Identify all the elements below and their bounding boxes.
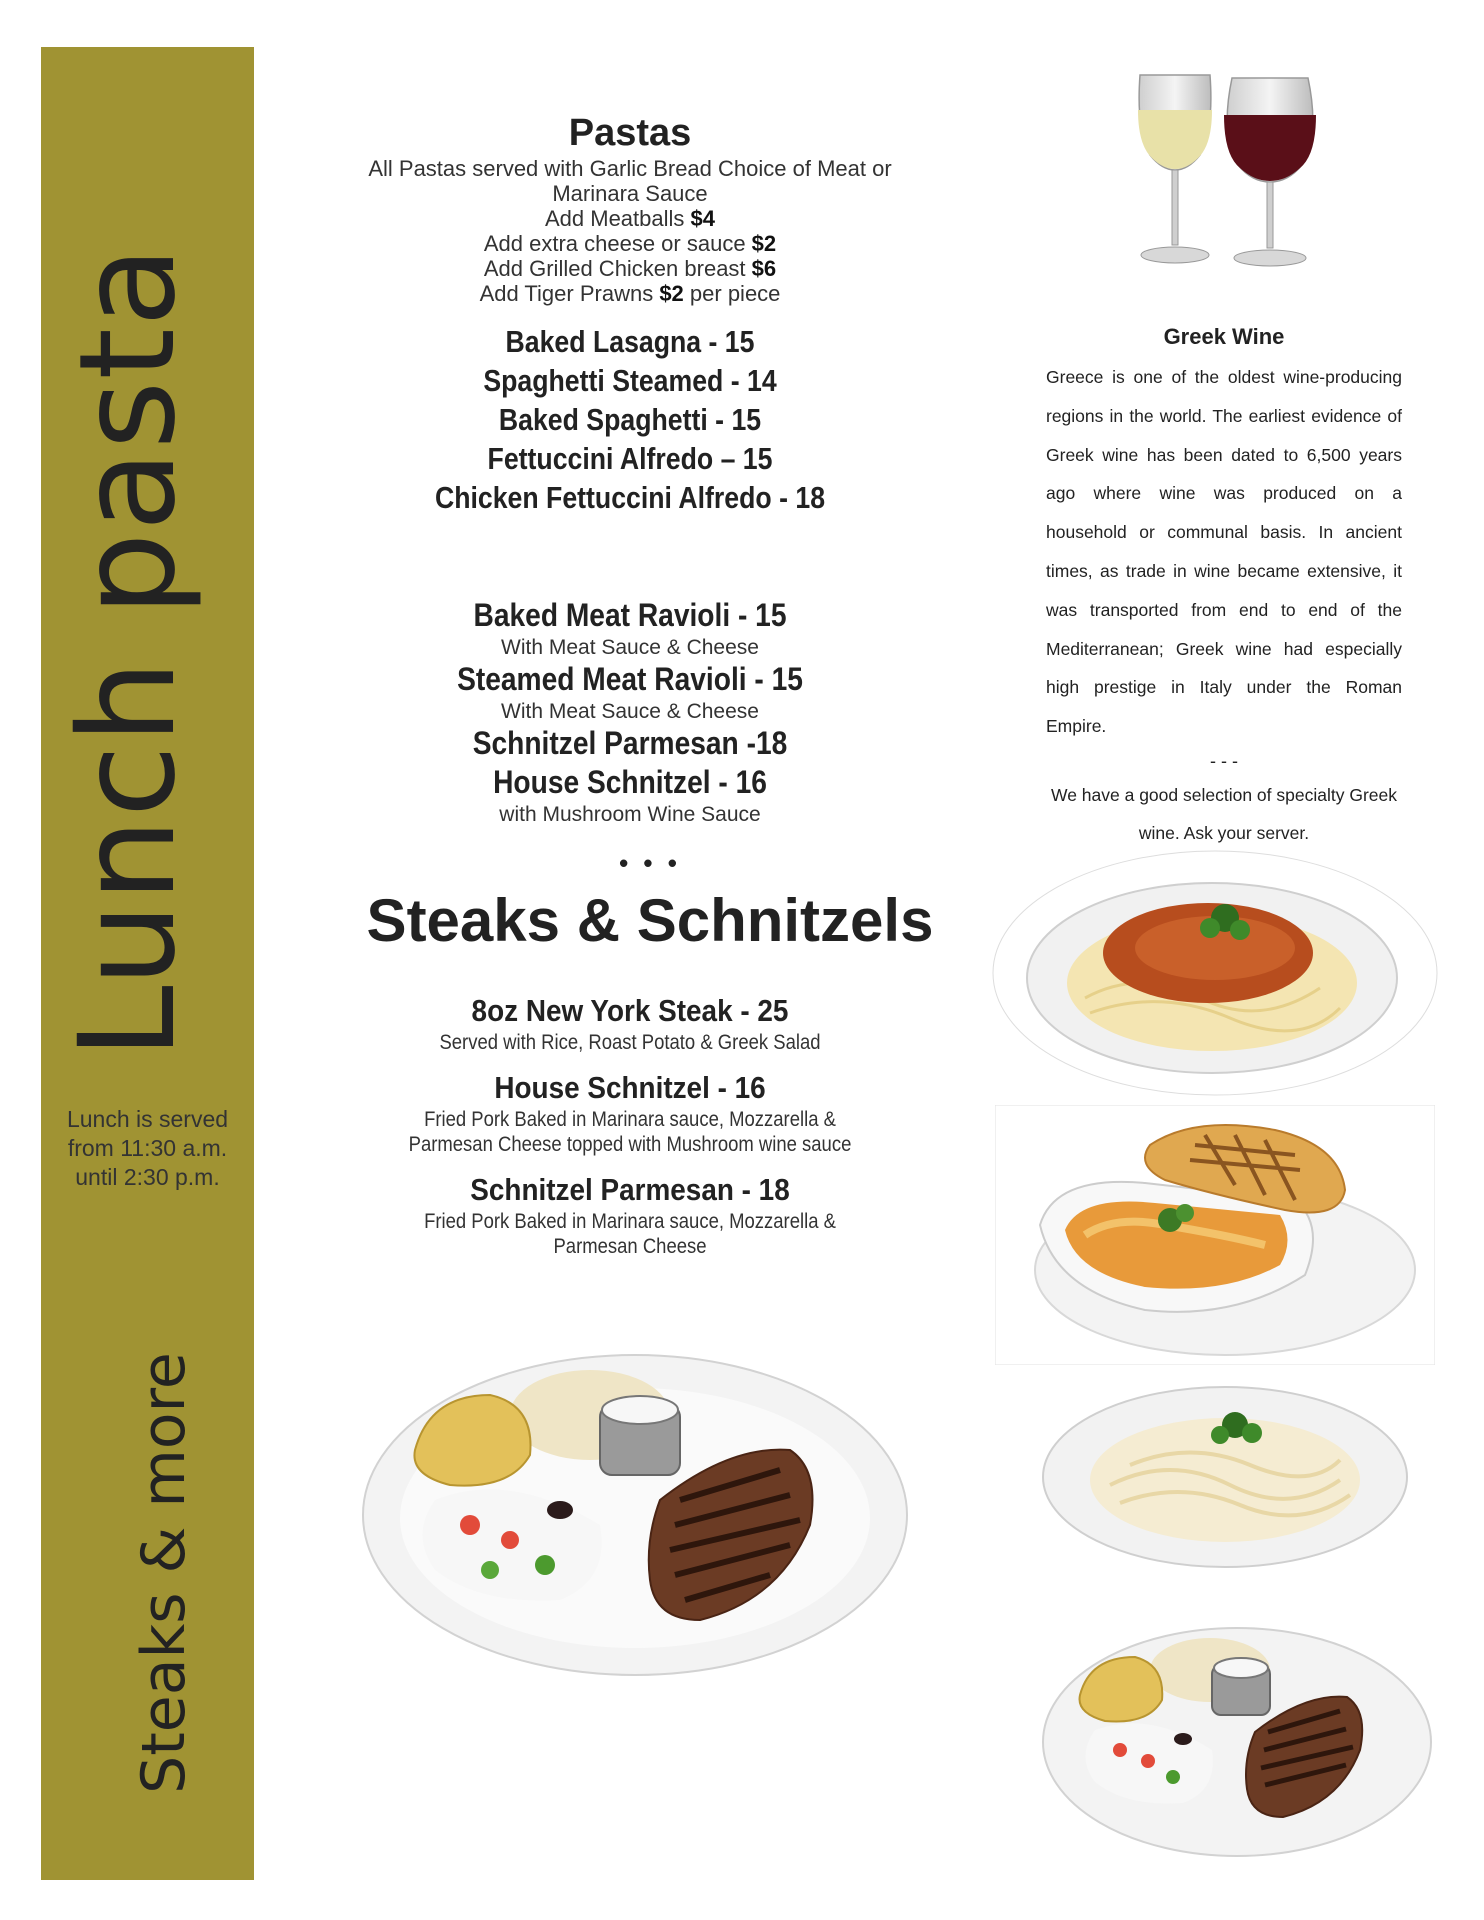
steaks-title: Steaks & Schnitzels bbox=[366, 887, 934, 954]
lunch-hours bbox=[41, 1105, 254, 1192]
section-divider: • • • bbox=[619, 848, 681, 878]
menu-item-desc: Fried Pork Baked in Marinara sauce, Mozzarella & bbox=[424, 1108, 836, 1131]
menu-item: House Schnitzel - 16 bbox=[493, 764, 767, 800]
steak-plate-photo bbox=[360, 1350, 910, 1680]
sidebar-title: Lunch pasta bbox=[51, 245, 205, 1059]
menu-item: Baked Lasagna - 15 bbox=[505, 324, 755, 359]
pastas-note: Marinara Sauce bbox=[552, 181, 708, 206]
lasagna-photo bbox=[995, 1105, 1435, 1365]
pasta-items bbox=[330, 322, 930, 517]
wine-note: We have a good selection of specialty Greek wine. Ask your server. bbox=[1051, 784, 1397, 843]
menu-item: Chicken Fettuccini Alfredo - 18 bbox=[434, 480, 826, 515]
fettuccini-photo bbox=[1040, 1385, 1410, 1570]
lunch-hours-line: until 2:30 p.m. bbox=[75, 1164, 220, 1190]
menu-item: 8oz New York Steak - 25 bbox=[471, 993, 789, 1028]
greek-wine-section bbox=[1046, 322, 1402, 852]
sidebar-subtitle: Steaks & more bbox=[129, 1352, 199, 1794]
menu-item: Schnitzel Parmesan - 18 bbox=[470, 1172, 790, 1207]
pastas-section bbox=[330, 110, 930, 306]
pastas-note: All Pastas served with Garlic Bread Choice of Meat or bbox=[368, 156, 892, 181]
addon-line: Add Grilled Chicken breast $6 bbox=[483, 256, 777, 281]
addon-line: Add Tiger Prawns $2 per piece bbox=[479, 281, 781, 306]
menu-item-desc: With Meat Sauce & Cheese bbox=[501, 636, 759, 659]
pastas-title: Pastas bbox=[568, 112, 692, 154]
menu-item-desc: Parmesan Cheese bbox=[553, 1235, 707, 1258]
greek-wine-body: Greece is one of the oldest wine-producing regions in the world. The earliest evidence of Greek wine has been dated to 6,500 years ago where wine was produced on a household or communal basis. In ancient times, as trade in wine became extensive, it was transported from end to end of the Mediterranean; Greek wine had especially high prestige in Italy under the Roman Empire. bbox=[1046, 367, 1402, 737]
greek-wine-title: Greek Wine bbox=[1163, 324, 1285, 349]
menu-item-desc: With Meat Sauce & Cheese bbox=[501, 700, 759, 723]
addon-line: Add extra cheese or sauce $2 bbox=[483, 231, 777, 256]
menu-item-desc: with Mushroom Wine Sauce bbox=[499, 803, 761, 826]
menu-item-desc: Parmesan Cheese topped with Mushroom wine sauce bbox=[408, 1133, 852, 1156]
lunch-hours-line: Lunch is served bbox=[66, 1106, 229, 1132]
menu-item: Baked Meat Ravioli - 15 bbox=[473, 597, 787, 633]
menu-item: Schnitzel Parmesan -18 bbox=[472, 725, 788, 761]
lunch-hours-line: from 11:30 a.m. bbox=[67, 1135, 228, 1161]
menu-item-desc: Served with Rice, Roast Potato & Greek Salad bbox=[439, 1031, 821, 1054]
menu-item: Steamed Meat Ravioli - 15 bbox=[457, 661, 803, 697]
wine-separator: - - - bbox=[1210, 750, 1238, 771]
menu-item-desc: Fried Pork Baked in Marinara sauce, Mozzarella & bbox=[424, 1210, 836, 1233]
menu-item: House Schnitzel - 16 bbox=[494, 1070, 766, 1105]
steak-plate-small-photo bbox=[1040, 1625, 1435, 1860]
addon-line: Add Meatballs $4 bbox=[544, 206, 715, 231]
sidebar-band bbox=[41, 47, 254, 1880]
menu-item: Spaghetti Steamed - 14 bbox=[483, 363, 777, 398]
menu-item: Fettuccini Alfredo – 15 bbox=[487, 441, 773, 476]
steaks-items bbox=[330, 992, 930, 1259]
menu-item: Baked Spaghetti - 15 bbox=[498, 402, 762, 437]
more-items bbox=[330, 596, 930, 827]
wine-glasses-image bbox=[1120, 70, 1340, 285]
spaghetti-photo bbox=[990, 848, 1440, 1098]
